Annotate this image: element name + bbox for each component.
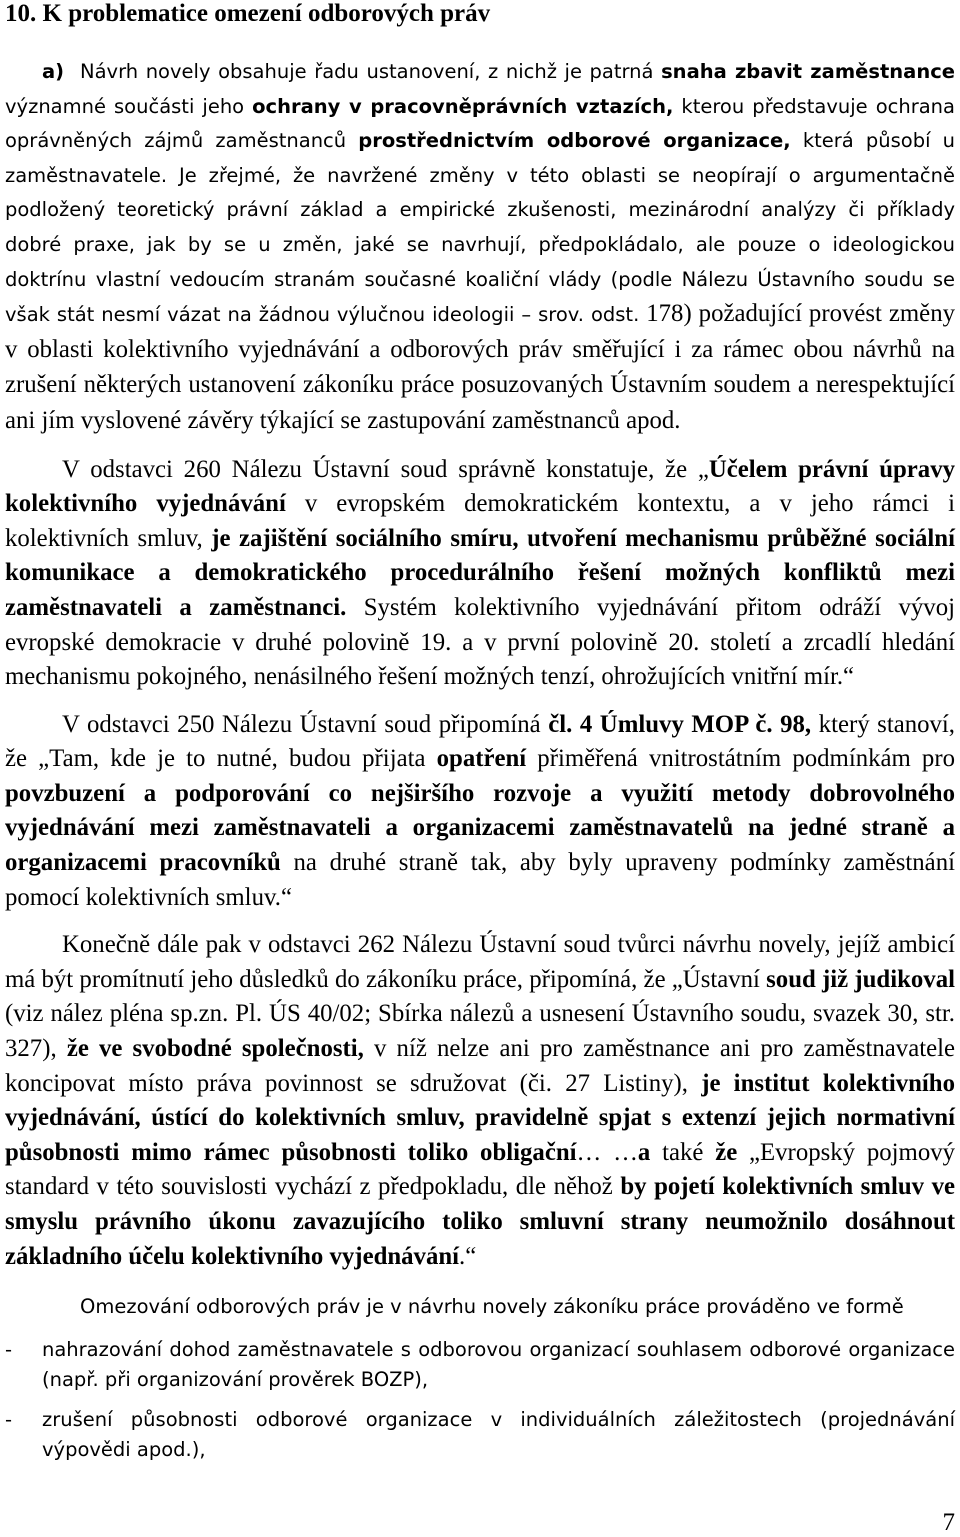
list-bullet: -: [5, 1337, 13, 1361]
paragraph-260: [5, 453, 955, 695]
emphasis-text: prostřednictvím odborové organizace,: [358, 129, 791, 153]
emphasis-text: snaha zbavit zaměstnance: [661, 60, 956, 83]
paragraph-text: .“: [459, 1242, 477, 1270]
paragraph-250: [5, 708, 955, 916]
emphasis-text: a: [637, 1138, 651, 1166]
paragraph-a: [5, 55, 955, 440]
emphasis-text: ochrany v pracovněprávních vztazích,: [252, 94, 674, 118]
paragraph-text: kterou představuje ochrana oprávněných zájmů zaměstnanců: [5, 94, 955, 153]
page-number: 7: [942, 1509, 955, 1536]
emphasis-text: že ve svobodné společnosti,: [66, 1035, 364, 1063]
paragraph-262: [5, 928, 955, 1274]
restriction-list: [5, 1335, 955, 1465]
emphasis-text: je zajištění sociálního smíru, utvoření mechanismu průběžné sociální komunikace a demokratického procedurálního řešení možných konfliktů mezi zaměstnavateli a zaměstnanci.: [5, 524, 955, 621]
paragraph-text: (viz nález pléna sp.zn. Pl. ÚS 40/02; Sbírka nálezů a usnesení Ústavního soudu, svazek 30, str. 327),: [5, 1000, 955, 1063]
emphasis-text: opatření: [436, 745, 527, 773]
section-heading: 10. K problematice omezení odborových práv: [5, 0, 491, 27]
list-intro: Omezování odborových práv je v návrhu novely zákoníku práce prováděno ve formě: [80, 1295, 904, 1319]
paragraph-text: která působí u zaměstnavatele. Je zřejmé, že navržené změny v této oblasti se neopírají o argumentačně podložený teoretický právní základ a empirické zkušenosti, mezinárodní analýzy či příklady dobré praxe, jak by se u změn, jaké se navrhují, předpokládalo, ale pouze o ideologickou doktrínu vlastní vedoucím stranám současné koaliční vlády (podle Nálezu Ústavního soudu se však stát nesmí vázat na žádnou výlučnou ideologii – srov. odst.: [5, 129, 956, 327]
ellipsis-text: … …: [576, 1138, 638, 1166]
paragraph-text: v evropském demokratickém kontextu, a v jeho rámci i kolektivních smluv,: [5, 490, 955, 552]
paragraph-text: Systém kolektivního vyjednávání přitom odráží vývoj evropské demokracie v druhé polovině 19. a v první polovině 20. století a zrcadlí hledání mechanismu pokojného, nenásilného řešení možných tenzí, ohrožujících vnitřní mír.“: [5, 593, 955, 691]
emphasis-text: je institut kolektivního vyjednávání, ústící do kolektivních smluv, pravidelně spjat s extenzí jejich normativní působnosti mimo rámec působnosti toliko obligační: [5, 1069, 955, 1166]
paragraph-text: „Evropský pojmový standard v této souvislosti vychází z předpokladu, dle něhož: [5, 1138, 956, 1201]
paragraph-text: V odstavci 250 Nálezu Ústavní soud připomíná: [62, 710, 549, 738]
emphasis-text: čl. 4 Úmluvy MOP č. 98,: [548, 710, 812, 738]
list-bullet: -: [5, 1407, 13, 1431]
paragraph-label: a): [42, 60, 65, 83]
emphasis-text: soud již judikoval: [766, 965, 955, 993]
paragraph-text: 178) požadující provést změny v oblasti kolektivního vyjednávání a odborových práv směřující i za rámec obou návrhů na zrušení některých ustanovení zákoníku práce posuzovaných Ústavním soudem a nerespektující ani jím vyslovené závěry týkající se zastupování zaměstnanců apod.: [5, 300, 955, 434]
list-item: [5, 1405, 955, 1465]
emphasis-text: by pojetí kolektivních smluv ve smyslu právního úkonu zavazujícího toliko smluvní strany neumožnilo dosáhnout základního účelu kolektivního vyjednávání: [5, 1173, 955, 1270]
paragraph-text: Návrh novely obsahuje řadu ustanovení, z nichž je patrná: [80, 60, 662, 83]
paragraph-text: který stanoví, že „Tam, kde je to nutné, budou přijata: [5, 710, 956, 773]
paragraph-text: V odstavci 260 Nálezu Ústavní soud správně konstatuje, že „: [62, 455, 709, 483]
list-item-text: nahrazování dohod zaměstnavatele s odborovou organizací souhlasem odborové organizace (např. při organizování prověrek BOZP),: [42, 1337, 955, 1391]
list-item-text: zrušení působnosti odborové organizace v individuálních záležitostech (projednávání výpovědi apod.),: [42, 1407, 955, 1461]
paragraph-text: také: [650, 1138, 716, 1166]
paragraph-text: Konečně dále pak v odstavci 262 Nálezu Ústavní soud tvůrci návrhu novely, jejíž ambicí má být promítnutí jeho důsledků do zákoníku práce, připomíná, že „Ústavní: [5, 931, 955, 993]
emphasis-text: Účelem právní úpravy kolektivního vyjednávání: [5, 455, 955, 518]
emphasis-text: že: [715, 1138, 738, 1166]
emphasis-text: povzbuzení a podporování co nejširšího rozvoje a využití metody dobrovolného vyjednávání mezi zaměstnavateli a organizacemi zaměstnavatelů na jedné straně a organizacemi pracovníků: [5, 779, 955, 877]
paragraph-text: na druhé straně tak, aby byly upraveny podmínky zaměstnání pomocí kolektivních smluv.“: [5, 849, 955, 911]
paragraph-text: v níž nelze ani pro zaměstnance ani pro zaměstnavatele koncipovat místo práva povinnost se sdružovat (či. 27 Listiny),: [5, 1035, 956, 1097]
paragraph-text: významné součásti jeho: [5, 94, 253, 118]
paragraph-text: přiměřená vnitrostátním podmínkám pro: [526, 745, 955, 773]
list-item: [5, 1335, 955, 1395]
page-content: [5, 0, 955, 1475]
